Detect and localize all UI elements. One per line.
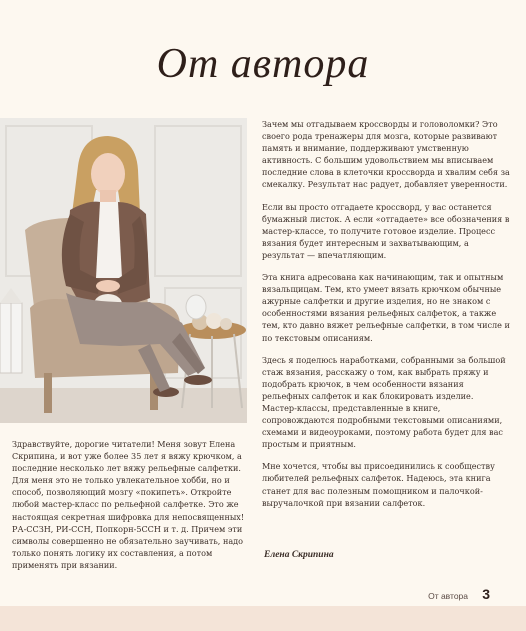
footer-band: [0, 606, 526, 631]
intro-text: Здравствуйте, дорогие читатели! Меня зовут Елена Скрипина, и вот уже более 35 лет я вяжу крючком, а последние несколько лет вяжу рельефные салфетки. Для меня это не только увлекательное хобби, но и способ, позволяющий мозгу «покипеть». Откройте любой мастер-класс по рельефной салфетке. Это же настоящая секретная шифровка для непосвященных! РА-ССЗН, РИ-ССН, Попкорн-5ССН и т. д. Причем эти символы совершенно не обязательно заучивать, надо только понять логику их составления, а потом применять при вязании.: [12, 439, 245, 570]
paragraph: Если вы просто отгадаете кроссворд, у вас останется бумажный листок. А если «отгадаете» все обозначения в мастер-классе, то получите готовое изделие. Процесс вязания будет интересным и захватывающим, а результат — впечатляющим.: [262, 201, 510, 260]
article-body: [262, 118, 510, 519]
paragraph: Зачем мы отгадываем кроссворды и головоломки? Это своего рода тренажеры для мозга, которые развивают память и внимание, поддерживают умственную активность. С большим удовольствием мы вписываем последние слова в клеточки кроссворда и хвалим себя за смекалку. Результат нас радует, добавляет уверенности.: [262, 119, 510, 190]
page-number: 3: [482, 586, 490, 602]
paragraph: Мне хочется, чтобы вы присоединились к сообществу любителей рельефных салфеток. Надеюсь, эта книга станет для вас полезным помощником и палочкой-выручалочкой при вязании салфеток.: [262, 461, 495, 508]
author-signature: Елена Скрипина: [264, 550, 334, 560]
footer-section-title: От автора: [428, 591, 468, 601]
page-title: От автора: [156, 41, 370, 87]
paragraph: Эта книга адресована как начинающим, так и опытным вязальщицам. Тем, кто умеет вязать крючком обычные ажурные салфетки и другие изделия, но не знаком с особенностями вязания рельефных салфеток, а также тем, кто давно вяжет рельефные салфетки, в том числе и по текстовым описаниям.: [262, 272, 510, 343]
author-photo: [0, 118, 247, 423]
lantern: [0, 288, 22, 373]
paragraph: Здесь я поделюсь наработками, собранными за большой стаж вязания, расскажу о том, как выбрать пряжу и подобрать крючок, в чем особенности вязания рельефных салфеток и как блокировать изделие. Мастер-классы, представленные в книге, сопровождаются подробными текстовыми описаниями, схемами и видеоуроками, поэтому работа будет для вас простым и приятным.: [262, 354, 506, 450]
